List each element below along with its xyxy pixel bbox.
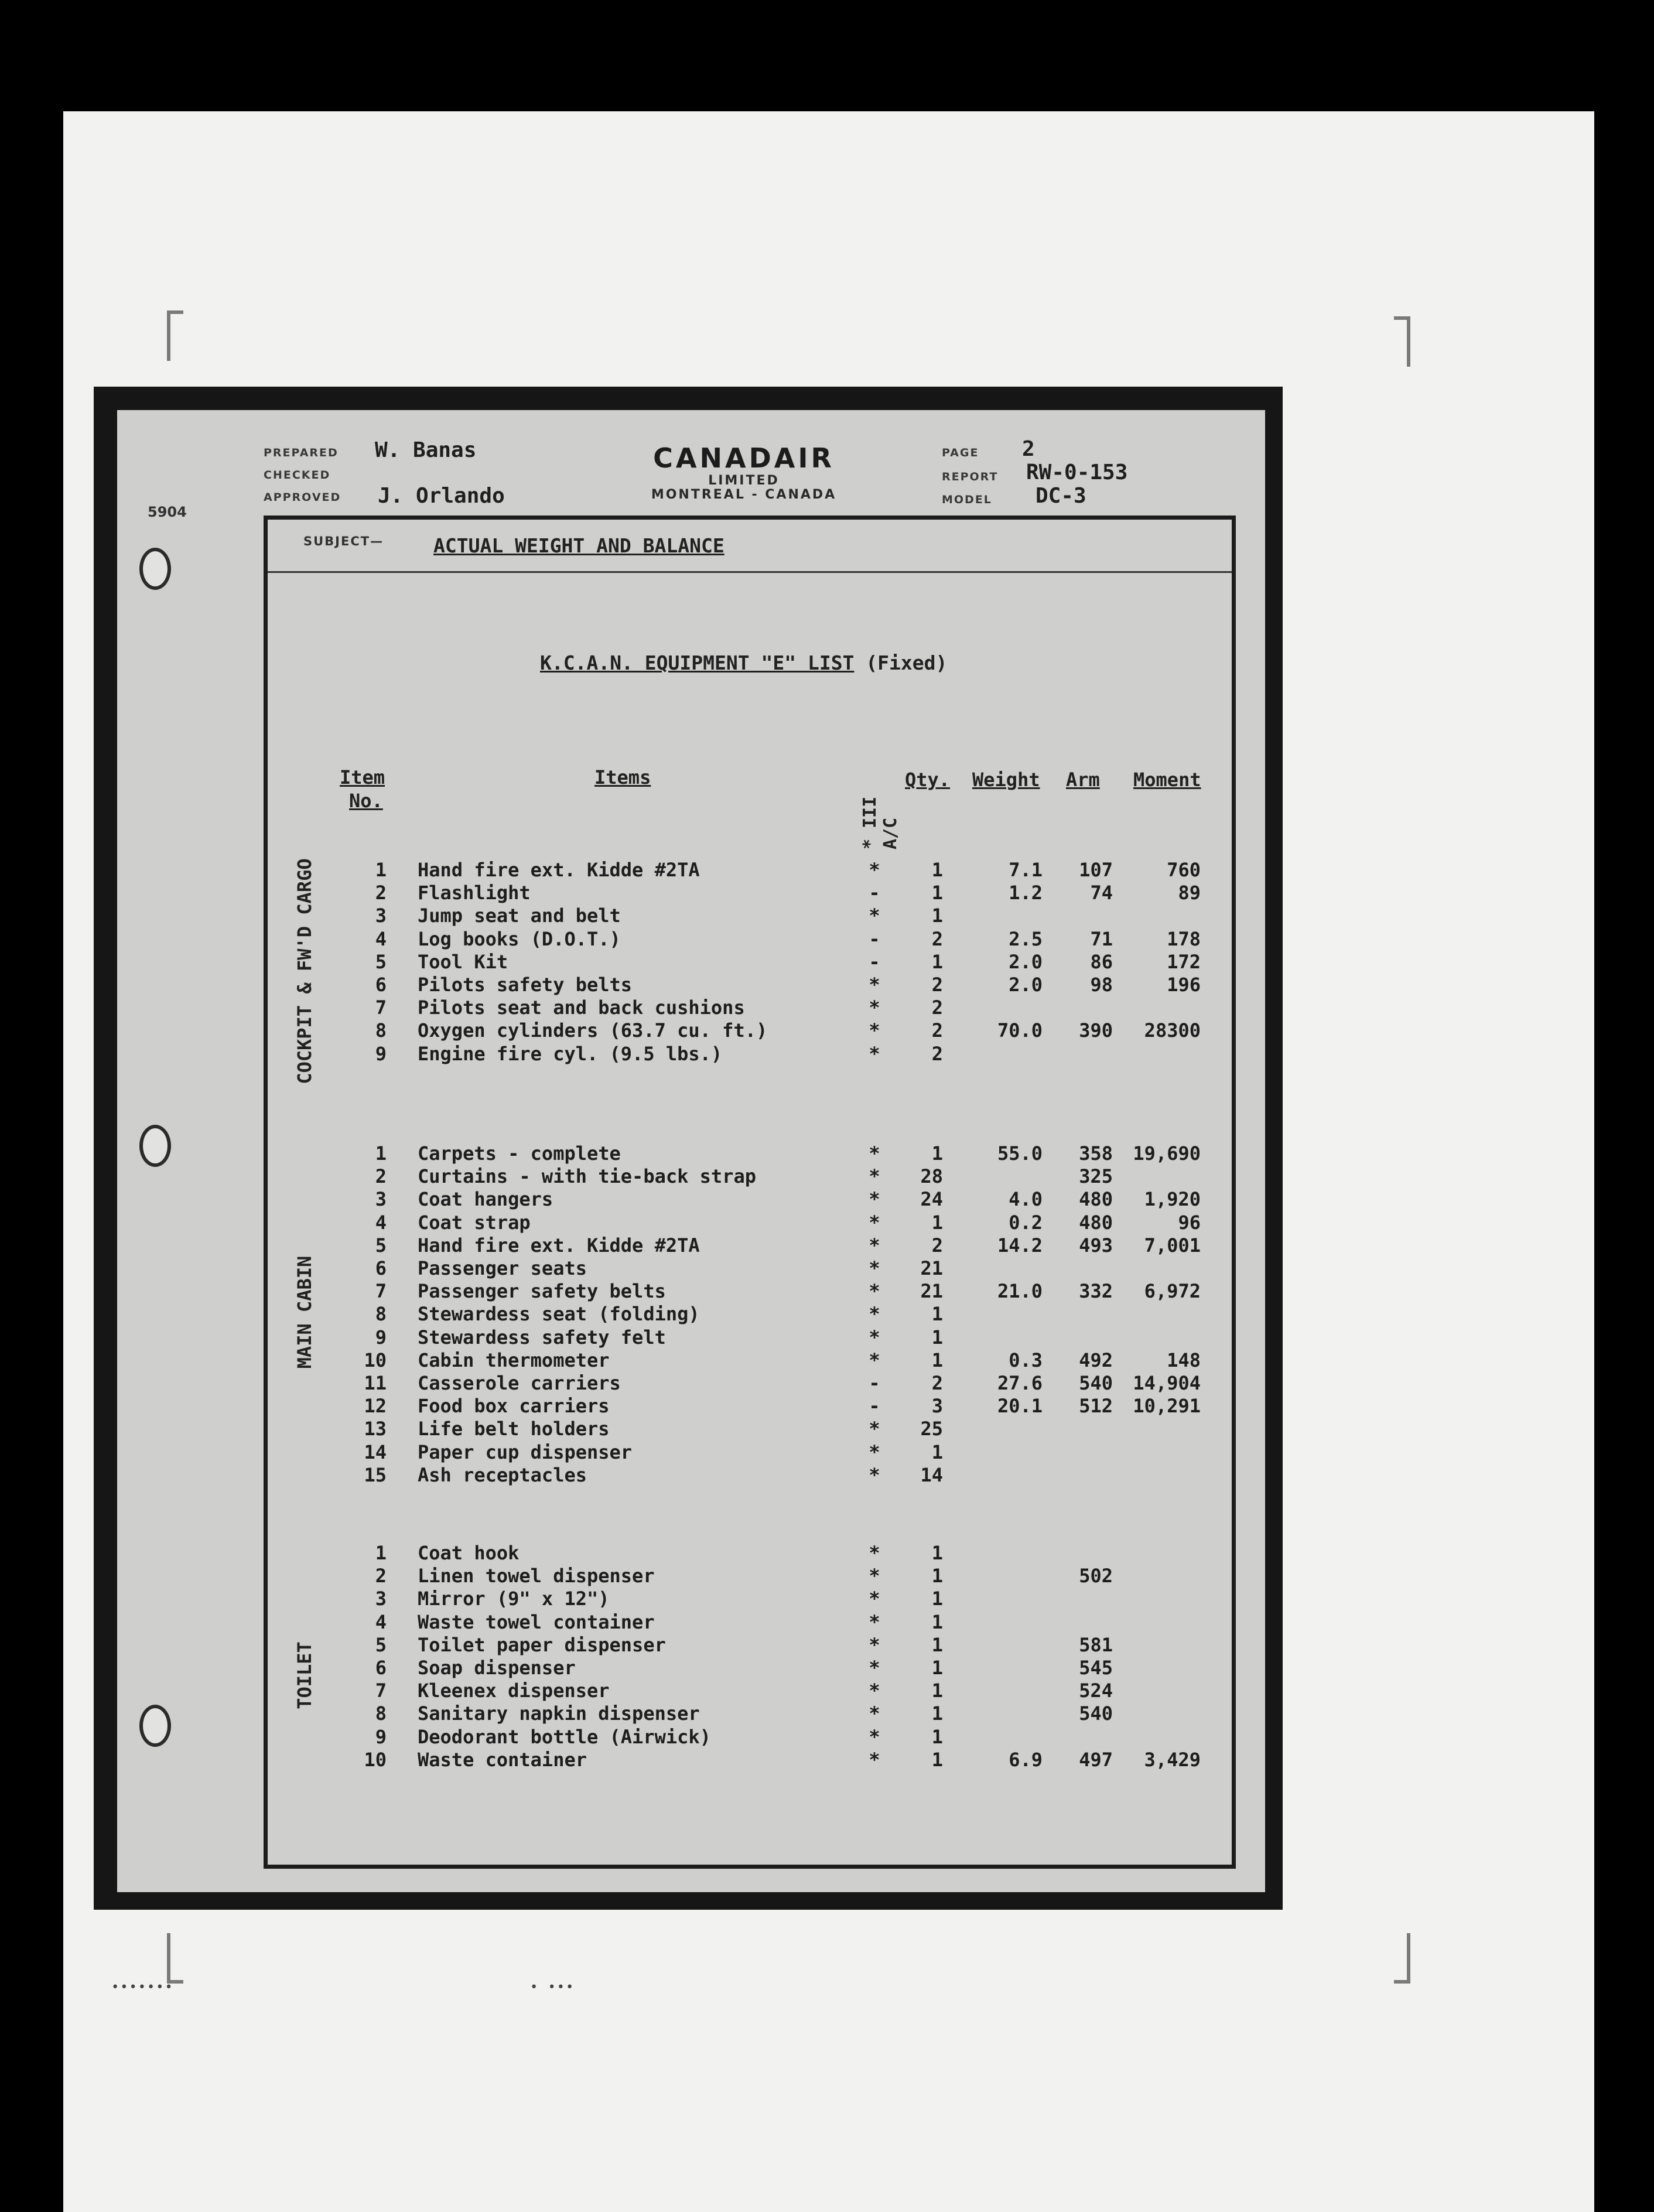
cell-item: Food box carriers — [418, 1395, 610, 1418]
cell-item: Jump seat and belt — [418, 904, 621, 927]
cell-moment: 6,972 — [1144, 1280, 1201, 1303]
cell-no: 3 — [375, 1588, 387, 1610]
cell-no: 1 — [375, 1542, 387, 1564]
cell-moment: 89 — [1178, 882, 1201, 904]
table-row — [0, 1211, 1654, 1235]
cell-item: Stewardess seat (folding) — [418, 1303, 700, 1326]
crop-mark-top-right — [1394, 316, 1410, 367]
cell-weight: 0.2 — [1009, 1211, 1043, 1234]
prepared-label: PREPARED — [264, 446, 339, 459]
cell-weight: 20.1 — [997, 1395, 1043, 1418]
model-label: MODEL — [942, 493, 992, 506]
cell-qty: 2 — [931, 1234, 943, 1257]
table-row — [0, 1372, 1654, 1395]
cell-no: 11 — [364, 1372, 387, 1394]
prepared-by: W. Banas — [375, 438, 477, 462]
cell-mark: * — [869, 1165, 880, 1188]
cell-mark: * — [869, 1565, 880, 1588]
checked-label: CHECKED — [264, 469, 331, 482]
cell-mark: * — [869, 1702, 880, 1725]
cell-arm: 581 — [1079, 1633, 1113, 1656]
cell-no: 12 — [364, 1395, 387, 1418]
cell-mark: * — [869, 904, 880, 927]
cell-mark: * — [869, 1657, 880, 1679]
cell-item: Pilots safety belts — [418, 974, 633, 996]
cell-arm: 492 — [1079, 1349, 1113, 1371]
report-label: REPORT — [942, 470, 999, 483]
table-row — [0, 996, 1654, 1020]
cell-mark: * — [869, 974, 880, 996]
punch-hole-top — [139, 548, 171, 590]
cell-qty: 1 — [931, 1610, 943, 1633]
crop-mark-bottom-right — [1394, 1933, 1410, 1984]
model: DC-3 — [1036, 484, 1086, 508]
cell-moment: 19,690 — [1133, 1142, 1201, 1165]
cell-no: 6 — [375, 1257, 387, 1279]
cell-moment: 760 — [1167, 859, 1201, 881]
cell-weight: 70.0 — [997, 1019, 1043, 1042]
report-number: RW-0-153 — [1026, 460, 1128, 484]
cell-no: 3 — [375, 1188, 387, 1211]
table-row — [0, 1702, 1654, 1726]
cell-qty: 1 — [931, 1657, 943, 1679]
cell-mark: * — [869, 1633, 880, 1656]
cell-no: 9 — [375, 1725, 387, 1748]
table-row — [0, 1441, 1654, 1465]
cell-moment: 172 — [1167, 950, 1201, 973]
col-moment: Moment — [1133, 769, 1201, 791]
page-number: 2 — [1022, 437, 1035, 461]
cell-no: 9 — [375, 1042, 387, 1065]
cell-qty: 1 — [931, 1142, 943, 1165]
cell-qty: 1 — [931, 1702, 943, 1725]
company-name: CANADAIR — [653, 442, 835, 474]
cell-weight: 7.1 — [1009, 859, 1043, 881]
table-row — [0, 1749, 1654, 1772]
cell-item: Hand fire ext. Kidde #2TA — [418, 859, 700, 881]
cell-no: 5 — [375, 950, 387, 973]
cell-qty: 24 — [920, 1188, 943, 1211]
cell-arm: 74 — [1090, 882, 1113, 904]
cell-mark: * — [869, 1725, 880, 1748]
cell-item: Waste container — [418, 1748, 587, 1771]
cell-moment: 10,291 — [1133, 1395, 1201, 1418]
cell-moment: 178 — [1167, 927, 1201, 950]
cell-item: Hand fire ext. Kidde #2TA — [418, 1234, 700, 1257]
cell-item: Coat hangers — [418, 1188, 553, 1211]
col-weight: Weight — [972, 769, 1040, 791]
cell-qty: 1 — [931, 1440, 943, 1463]
cell-no: 4 — [375, 927, 387, 950]
cell-arm: 497 — [1079, 1748, 1113, 1771]
cell-mark: * — [869, 1588, 880, 1610]
col-item-no-line1: Item — [340, 766, 385, 788]
cell-item: Engine fire cyl. (9.5 lbs.) — [418, 1042, 723, 1065]
table-row — [0, 1234, 1654, 1258]
cell-item: Paper cup dispenser — [418, 1440, 633, 1463]
cell-mark: * — [869, 1748, 880, 1771]
cell-qty: 1 — [931, 1542, 943, 1564]
cell-no: 5 — [375, 1234, 387, 1257]
scan-mark-2: • ••• — [530, 1980, 575, 1995]
cell-weight: 21.0 — [997, 1280, 1043, 1303]
table-row — [0, 1326, 1654, 1350]
cell-mark: - — [869, 927, 880, 950]
cell-item: Passenger seats — [418, 1257, 587, 1279]
cell-no: 5 — [375, 1633, 387, 1656]
cell-arm: 358 — [1079, 1142, 1113, 1165]
table-row — [0, 904, 1654, 928]
cell-no: 2 — [375, 1165, 387, 1188]
cell-qty: 2 — [931, 974, 943, 996]
approved-by: J. Orlando — [378, 484, 505, 508]
cell-moment: 148 — [1167, 1349, 1201, 1371]
table-row — [0, 1349, 1654, 1373]
cell-item: Curtains - with tie-back strap — [418, 1165, 756, 1188]
list-title-main: K.C.A.N. EQUIPMENT "E" LIST — [540, 651, 855, 674]
cell-weight: 2.5 — [1009, 927, 1043, 950]
cell-mark: - — [869, 950, 880, 973]
crop-mark-bottom-left — [167, 1933, 183, 1984]
company-sub: LIMITED — [708, 473, 780, 488]
section-label-cockpit: COCKPIT & FW'D CARGO — [293, 858, 316, 1084]
table-row — [0, 1680, 1654, 1703]
cell-weight: 4.0 — [1009, 1188, 1043, 1211]
cell-item: Log books (D.O.T.) — [418, 927, 621, 950]
cell-item: Life belt holders — [418, 1418, 610, 1440]
cell-qty: 3 — [931, 1395, 943, 1418]
cell-mark: * — [869, 1042, 880, 1065]
cell-weight: 27.6 — [997, 1372, 1043, 1394]
cell-moment: 1,920 — [1144, 1188, 1201, 1211]
cell-weight: 55.0 — [997, 1142, 1043, 1165]
cell-qty: 1 — [931, 904, 943, 927]
cell-weight: 0.3 — [1009, 1349, 1043, 1371]
cell-mark: * — [869, 1019, 880, 1042]
subject-label: SUBJECT— — [303, 534, 384, 548]
cell-moment: 196 — [1167, 974, 1201, 996]
cell-qty: 1 — [931, 1725, 943, 1748]
cell-qty: 1 — [931, 859, 943, 881]
cell-qty: 1 — [931, 1349, 943, 1371]
cell-arm: 325 — [1079, 1165, 1113, 1188]
cell-no: 6 — [375, 974, 387, 996]
cell-arm: 524 — [1079, 1680, 1113, 1702]
cell-no: 14 — [364, 1440, 387, 1463]
section-label-toilet: TOILET — [293, 1641, 316, 1709]
table-row — [0, 951, 1654, 974]
cell-qty: 1 — [931, 1211, 943, 1234]
table-row — [0, 1565, 1654, 1588]
cell-qty: 1 — [931, 1326, 943, 1349]
cell-arm: 512 — [1079, 1395, 1113, 1418]
table-row — [0, 1188, 1654, 1211]
cell-item: Kleenex dispenser — [418, 1680, 610, 1702]
cell-qty: 2 — [931, 927, 943, 950]
cell-no: 2 — [375, 1565, 387, 1588]
cell-qty: 2 — [931, 1019, 943, 1042]
cell-no: 8 — [375, 1019, 387, 1042]
cell-item: Stewardess safety felt — [418, 1326, 666, 1349]
cell-moment: 28300 — [1144, 1019, 1201, 1042]
cell-mark: * — [869, 1610, 880, 1633]
cell-item: Linen towel dispenser — [418, 1565, 655, 1588]
cell-item: Ash receptacles — [418, 1463, 587, 1486]
cell-mark: * — [869, 1234, 880, 1257]
cell-no: 8 — [375, 1702, 387, 1725]
cell-no: 13 — [364, 1418, 387, 1440]
cell-qty: 1 — [931, 1303, 943, 1326]
cell-item: Coat strap — [418, 1211, 531, 1234]
cell-moment: 3,429 — [1144, 1748, 1201, 1771]
cell-mark: * — [869, 1349, 880, 1371]
cell-mark: * — [869, 996, 880, 1019]
table-row — [0, 1588, 1654, 1611]
cell-mark: * — [869, 1280, 880, 1303]
table-row — [0, 1142, 1654, 1166]
subject-rule — [268, 571, 1232, 573]
cell-item: Casserole carriers — [418, 1372, 621, 1394]
table-row — [0, 1542, 1654, 1565]
table-row — [0, 1019, 1654, 1043]
col-qty: Qty. — [905, 769, 951, 791]
cell-arm: 502 — [1079, 1565, 1113, 1588]
cell-weight: 1.2 — [1009, 882, 1043, 904]
cell-weight: 2.0 — [1009, 974, 1043, 996]
cell-qty: 1 — [931, 1633, 943, 1656]
cell-qty: 1 — [931, 882, 943, 904]
cell-weight: 14.2 — [997, 1234, 1043, 1257]
cell-qty: 1 — [931, 1565, 943, 1588]
cell-no: 4 — [375, 1610, 387, 1633]
cell-arm: 86 — [1090, 950, 1113, 973]
crop-mark-top-left — [167, 310, 183, 361]
cell-qty: 2 — [931, 1042, 943, 1065]
cell-arm: 540 — [1079, 1372, 1113, 1394]
cell-mark: * — [869, 1418, 880, 1440]
cell-mark: * — [869, 1326, 880, 1349]
cell-mark: * — [869, 1142, 880, 1165]
cell-arm: 390 — [1079, 1019, 1113, 1042]
cell-no: 3 — [375, 904, 387, 927]
cell-arm: 332 — [1079, 1280, 1113, 1303]
list-title-suffix: (Fixed) — [866, 651, 948, 674]
cell-no: 7 — [375, 1280, 387, 1303]
table-row — [0, 1395, 1654, 1418]
cell-moment: 14,904 — [1133, 1372, 1201, 1394]
table-row — [0, 1657, 1654, 1680]
cell-arm: 545 — [1079, 1657, 1113, 1679]
cell-arm: 480 — [1079, 1188, 1113, 1211]
cell-no: 10 — [364, 1349, 387, 1371]
cell-no: 1 — [375, 859, 387, 881]
cell-arm: 98 — [1090, 974, 1113, 996]
col-item-no-line2: No. — [349, 790, 383, 812]
subject-text: ACTUAL WEIGHT AND BALANCE — [433, 534, 725, 557]
cell-qty: 28 — [920, 1165, 943, 1188]
cell-no: 6 — [375, 1657, 387, 1679]
table-row — [0, 1280, 1654, 1303]
cell-qty: 1 — [931, 1748, 943, 1771]
cell-qty: 1 — [931, 950, 943, 973]
cell-no: 1 — [375, 1142, 387, 1165]
cell-no: 4 — [375, 1211, 387, 1234]
approved-label: APPROVED — [264, 491, 341, 504]
cell-mark: * — [869, 1303, 880, 1326]
cell-qty: 1 — [931, 1680, 943, 1702]
cell-mark: * — [869, 1257, 880, 1279]
table-row — [0, 928, 1654, 951]
table-row — [0, 974, 1654, 997]
cell-no: 2 — [375, 882, 387, 904]
cell-no: 8 — [375, 1303, 387, 1326]
cell-mark: - — [869, 1372, 880, 1394]
company-location: MONTREAL - CANADA — [651, 487, 837, 502]
cell-qty: 1 — [931, 1588, 943, 1610]
cell-item: Flashlight — [418, 882, 531, 904]
cell-item: Cabin thermometer — [418, 1349, 610, 1371]
cell-item: Passenger safety belts — [418, 1280, 666, 1303]
table-row — [0, 859, 1654, 882]
table-row — [0, 1303, 1654, 1326]
cell-moment: 7,001 — [1144, 1234, 1201, 1257]
cell-mark: * — [869, 1211, 880, 1234]
table-row — [0, 1634, 1654, 1657]
col-mark: * III A/C — [860, 796, 901, 849]
cell-item: Soap dispenser — [418, 1657, 576, 1679]
table-row — [0, 1464, 1654, 1487]
cell-item: Mirror (9" x 12") — [418, 1588, 610, 1610]
cell-mark: * — [869, 1440, 880, 1463]
cell-mark: - — [869, 1395, 880, 1418]
table-row — [0, 1611, 1654, 1634]
list-title — [540, 651, 947, 674]
cell-arm: 107 — [1079, 859, 1113, 881]
table-row — [0, 1257, 1654, 1281]
cell-qty: 21 — [920, 1257, 943, 1279]
cell-qty: 2 — [931, 996, 943, 1019]
cell-qty: 14 — [920, 1463, 943, 1486]
cell-item: Sanitary napkin dispenser — [418, 1702, 700, 1725]
table-row — [0, 1043, 1654, 1066]
side-code: 5904 — [148, 504, 187, 520]
cell-qty: 21 — [920, 1280, 943, 1303]
cell-mark: * — [869, 1680, 880, 1702]
cell-item: Oxygen cylinders (63.7 cu. ft.) — [418, 1019, 768, 1042]
cell-item: Carpets - complete — [418, 1142, 621, 1165]
cell-item: Deodorant bottle (Airwick) — [418, 1725, 711, 1748]
table-row — [0, 882, 1654, 905]
cell-item: Toilet paper dispenser — [418, 1633, 666, 1656]
cell-item: Tool Kit — [418, 950, 508, 973]
cell-mark: * — [869, 1188, 880, 1211]
page-label: PAGE — [942, 446, 979, 459]
table-row — [0, 1726, 1654, 1749]
scan-mark: ••••••• — [111, 1980, 174, 1995]
cell-item: Waste towel container — [418, 1610, 655, 1633]
cell-weight: 6.9 — [1009, 1748, 1043, 1771]
col-items: Items — [594, 766, 651, 788]
table-row — [0, 1165, 1654, 1189]
cell-qty: 2 — [931, 1372, 943, 1394]
cell-arm: 493 — [1079, 1234, 1113, 1257]
cell-no: 9 — [375, 1326, 387, 1349]
cell-mark: * — [869, 859, 880, 881]
cell-weight: 2.0 — [1009, 950, 1043, 973]
table-row — [0, 1418, 1654, 1441]
cell-moment: 96 — [1178, 1211, 1201, 1234]
cell-no: 7 — [375, 1680, 387, 1702]
cell-item: Pilots seat and back cushions — [418, 996, 745, 1019]
cell-qty: 25 — [920, 1418, 943, 1440]
cell-no: 15 — [364, 1463, 387, 1486]
section-label-main-cabin: MAIN CABIN — [293, 1255, 316, 1369]
cell-no: 10 — [364, 1748, 387, 1771]
cell-mark: * — [869, 1542, 880, 1564]
cell-no: 7 — [375, 996, 387, 1019]
cell-mark: * — [869, 1463, 880, 1486]
cell-arm: 71 — [1090, 927, 1113, 950]
cell-mark: - — [869, 882, 880, 904]
cell-arm: 540 — [1079, 1702, 1113, 1725]
col-arm: Arm — [1066, 769, 1100, 791]
cell-item: Coat hook — [418, 1542, 520, 1564]
cell-arm: 480 — [1079, 1211, 1113, 1234]
